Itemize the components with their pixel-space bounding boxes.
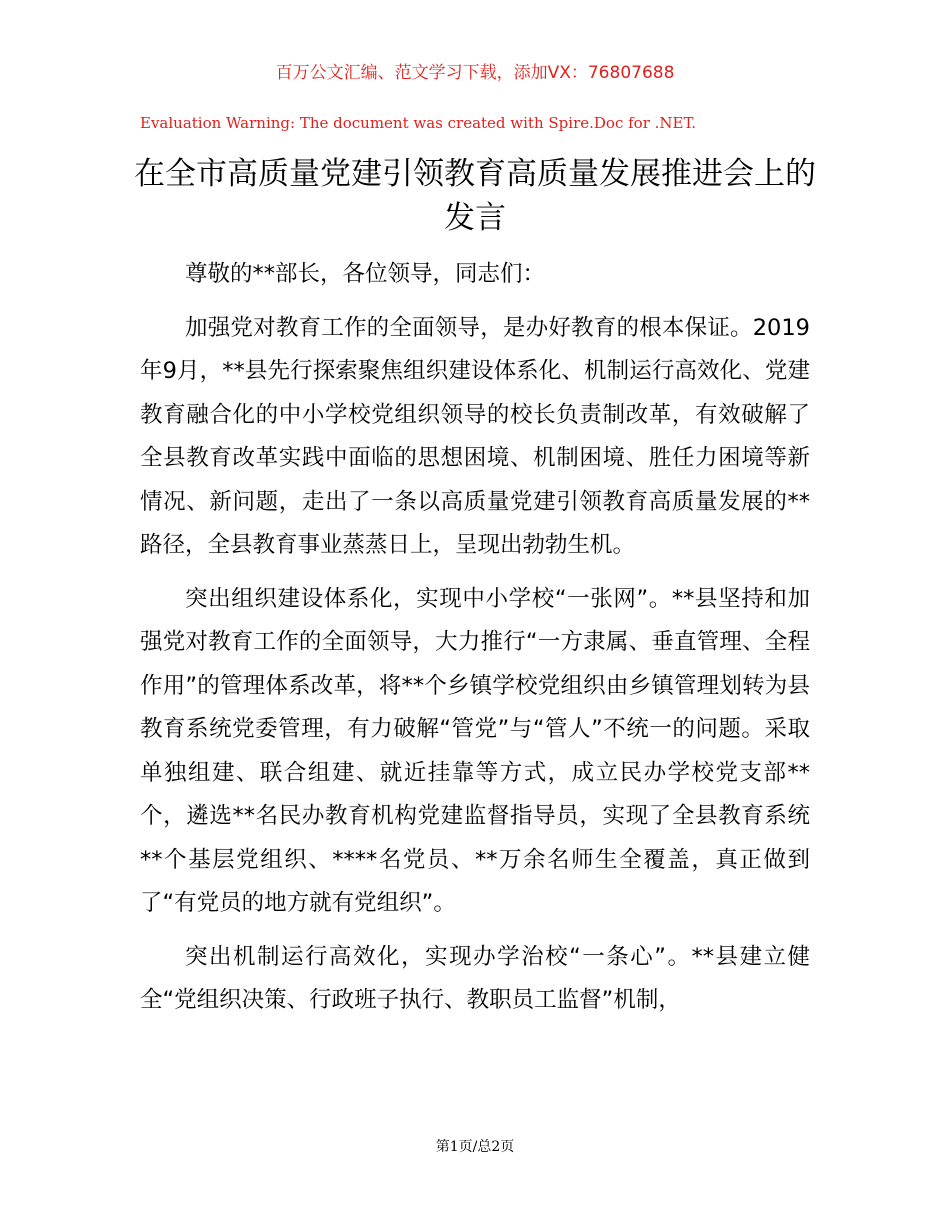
body-paragraph: 加强党对教育工作的全面领导，是办好教育的根本保证。2019年9月，**县先行探索聚焦组织建设体系化、机制运行高效化、党建教育融合化的中小学校党组织领导的校长负责制改革，有效破解了全县教育改革实践中面临的思想困境、机制困境、胜任力困境等新情况、新问题，走出了一条以高质量党建引领教育高质量发展的**路径，全县教育事业蒸蒸日上，呈现出勃勃生机。 [140, 314, 810, 558]
salutation-paragraph: 尊敬的**部长，各位领导，同志们： [185, 261, 546, 287]
header-banner: 百万公文汇编、范文学习下载，添加VX：76807688 [275, 63, 675, 83]
evaluation-warning: Evaluation Warning: The document was created with Spire.Doc for .NET. [140, 114, 697, 132]
page-footer: 第1页/总2页 [435, 1139, 515, 1155]
body-paragraph: 突出机制运行高效化，实现办学治校“一条心”。**县建立健全“党组织决策、行政班子执行、教职员工监督”机制， [140, 943, 810, 1013]
document-title: 在全市高质量党建引领教育高质量发展推进会上的发言 [134, 156, 816, 236]
document-body [140, 253, 810, 1033]
body-paragraph: 突出组织建设体系化，实现中小学校“一张网”。**县坚持和加强党对教育工作的全面领导，大力推行“一方隶属、垂直管理、全程作用”的管理体系改革，将**个乡镇学校党组织由乡镇管理划转为县教育系统党委管理，有力破解“管党”与“管人”不统一的问题。采取单独组建、联合组建、就近挂靠等方式，成立民办学校党支部**个，遴选**名民办教育机构党建监督指导员，实现了全县教育系统**个基层党组织、****名党员、**万余名师生全覆盖，真正做到了“有党员的地方就有党组织”。 [140, 585, 810, 916]
